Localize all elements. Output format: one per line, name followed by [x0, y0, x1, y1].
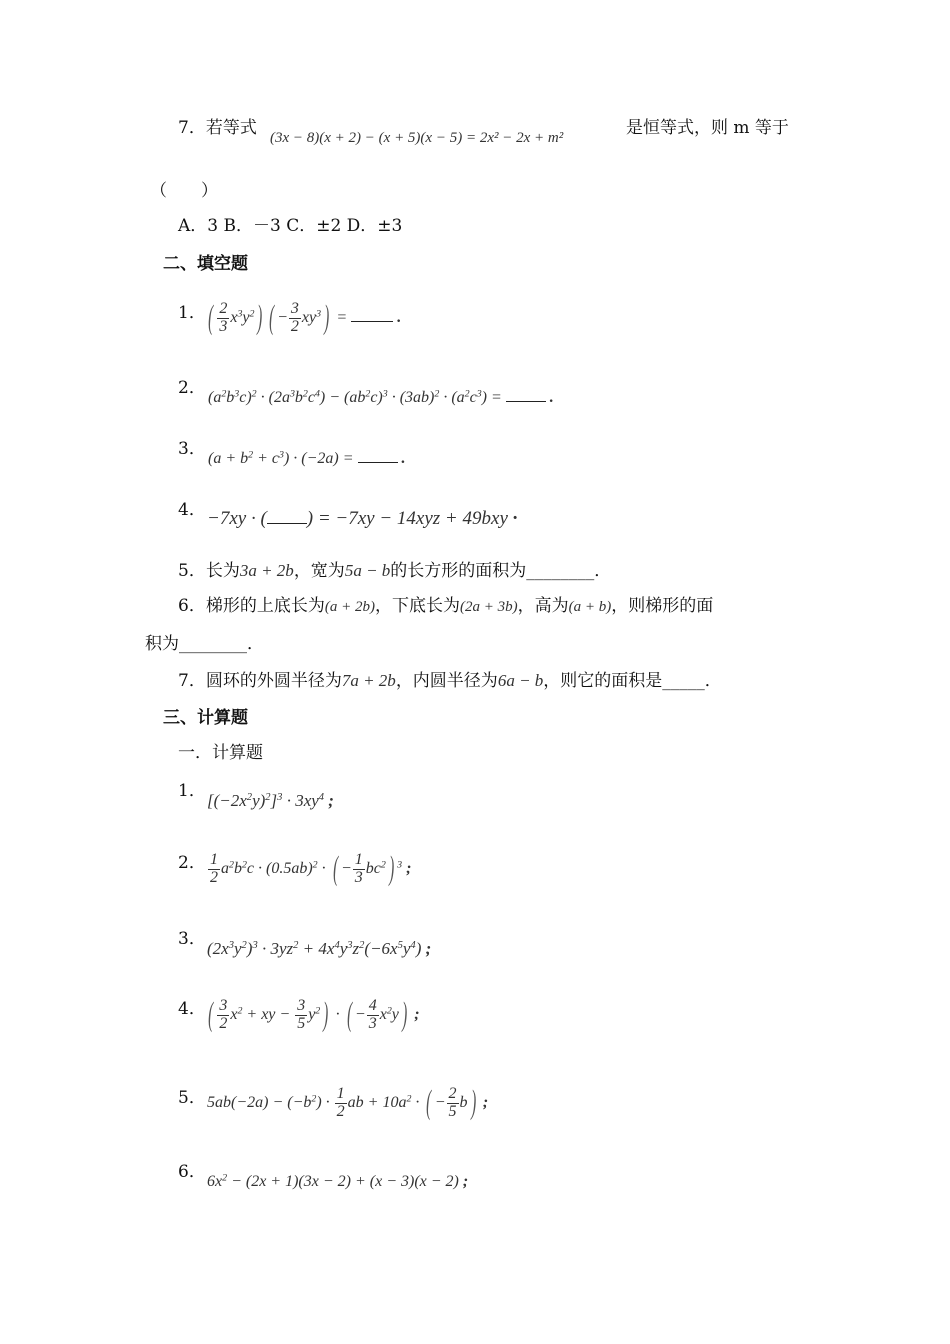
- section-calc-title: 三、计算题: [163, 708, 248, 728]
- fill-6-bottom-base: (2a + 3b): [459, 599, 518, 615]
- calc-subtitle: 一．计算题: [178, 743, 263, 763]
- fill-1-number: 1．: [178, 303, 206, 323]
- calc-4-number: 4．: [178, 999, 206, 1019]
- calc-3-formula: $(2x^3y^2)^3 \cdot 3yz^2 + 4x^4y^3z^2(-6x^5y^4)$ ;: [207, 939, 432, 958]
- fill-7-outer-radius: 7a + 2b: [341, 671, 396, 690]
- calc-5-formula: $5ab(-2a) - (-b^2)$ · $\frac{1}{2}$ ab + $10a^2$ · ( − $\frac{2}{5}$ b) ;: [207, 1084, 489, 1122]
- fill-6-number: 6．: [178, 596, 206, 616]
- calc-1-number: 1．: [178, 781, 206, 801]
- fill-3-number: 3．: [178, 439, 206, 459]
- mc7-paren: （ ）: [150, 181, 218, 201]
- fill-6-height: (a + b): [568, 599, 612, 615]
- fill-5-text-1: 长为: [205, 561, 240, 581]
- mc7-options: A．3 B．－3 C．±2 D．±3: [178, 216, 403, 236]
- fill-6-line: [178, 598, 713, 615]
- mc7-number: 7．: [178, 118, 206, 138]
- mc7-line: [178, 120, 257, 137]
- fill-7-number: 7．: [178, 671, 206, 691]
- fill-5-length: 3a + 2b: [239, 561, 294, 580]
- mc7-prefix: 若等式: [205, 118, 257, 138]
- fill-4-formula: −7xy · ( ) = −7xy − 14xyz + 49bxy ·: [207, 508, 518, 529]
- fill-7-line: [178, 672, 722, 690]
- mc7-suffix: 是恒等式，则 m 等于: [626, 118, 789, 138]
- calc-1-formula: $[(-2x^2y)^2]^3 \cdot 3xy^4$ ;: [207, 791, 334, 810]
- fill-6-line-2: 积为________．: [145, 634, 264, 654]
- fill-1-formula: ( $\frac{2}{3}$ $x^3y^2$) ( − $\frac{3}{2}$ $xy^3$) = .: [208, 299, 402, 337]
- section-fill-title: 二、填空题: [163, 254, 248, 274]
- fill-6-text-3: ，高为: [517, 596, 569, 616]
- calc-6-number: 6．: [178, 1162, 206, 1182]
- calc-3-number: 3．: [178, 929, 206, 949]
- calc-6-formula: $6x^2 - (2x + 1)(3x - 2) + (x - 3)(x - 2)$ ;: [207, 1172, 469, 1190]
- fill-7-inner-radius: 6a − b: [497, 671, 544, 690]
- fill-7-text-2: ，内圆半径为: [395, 671, 498, 691]
- fill-3-formula: $(a + b^2 + c^3) \cdot (-2a)$ = .: [208, 449, 406, 467]
- fill-6-text-2: ，下底长为: [374, 596, 460, 616]
- fill-4-number: 4．: [178, 500, 206, 520]
- fill-5-number: 5．: [178, 561, 206, 581]
- fill-2-number: 2．: [178, 378, 206, 398]
- fill-7-text-1: 圆环的外圆半径为: [205, 671, 342, 691]
- fill-2-formula: $(a^2b^3c)^2 \cdot (2a^3b^2c^4) - (ab^2c)^3 \cdot (3ab)^2 \cdot (a^2c^3)$ = .: [208, 388, 554, 406]
- fill-5-line: [178, 562, 611, 580]
- fill-6-text-1: 梯形的上底长为: [205, 596, 325, 616]
- fill-6-text-4: ，则梯形的面: [611, 596, 714, 616]
- mc7-formula: (3x − 8)(x + 2) − (x + 5)(x − 5) = 2x² − 2x + m²: [270, 130, 564, 146]
- fill-5-text-3: 的长方形的面积为________．: [390, 561, 612, 581]
- calc-5-number: 5．: [178, 1088, 206, 1108]
- calc-2-number: 2．: [178, 853, 206, 873]
- fill-5-text-2: ，宽为: [293, 561, 345, 581]
- calc-2-formula: $\frac{1}{2}$ $a^2b^2c \cdot (0.5ab)^2$ · ( − $\frac{1}{3}$ $bc^2$) $^3$ ;: [210, 850, 412, 888]
- calc-4-formula: ( $\frac{3}{2}$ $x^2$ + xy − $\frac{3}{5}$ $y^2$) · ( − $\frac{4}{3}$ $x^2y$) ;: [208, 996, 420, 1034]
- fill-5-width: 5a − b: [344, 561, 391, 580]
- fill-7-text-3: ，则它的面积是_____．: [543, 671, 722, 691]
- fill-6-top-base: (a + 2b): [324, 599, 375, 615]
